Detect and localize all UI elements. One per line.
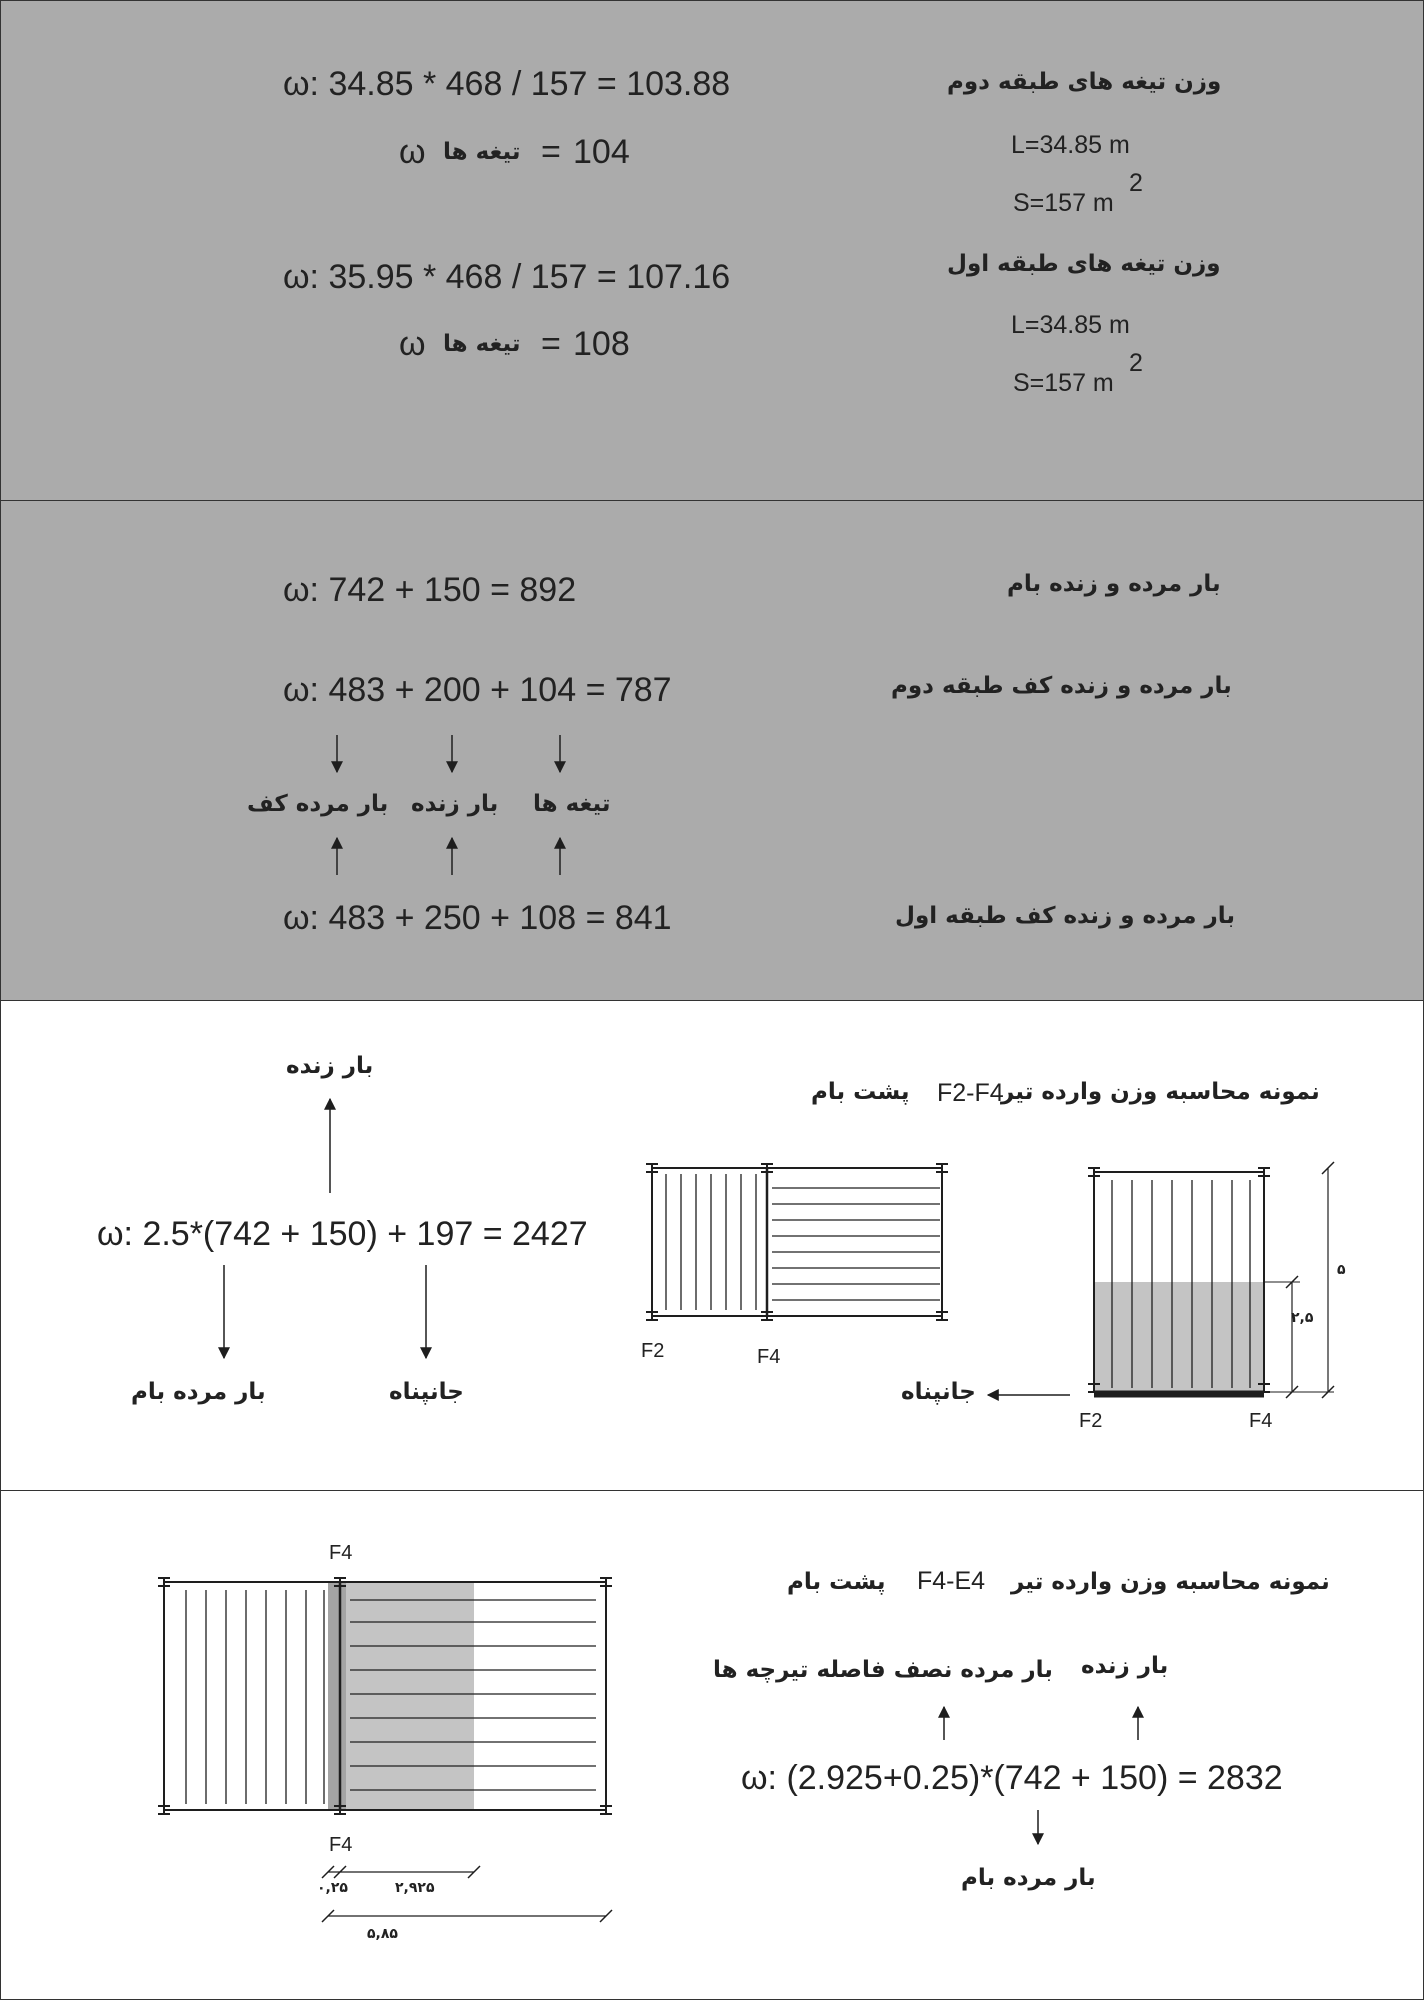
f2f4-floor-plan-b <box>1088 1162 1334 1398</box>
label-live-load: بار زنده <box>411 791 499 817</box>
plan-a-label-f4: F4 <box>757 1346 781 1368</box>
first-floor-partition-title: وزن تیغه های طبقه اول <box>947 251 1221 277</box>
first-floor-omega-symbol: ω <box>399 325 426 363</box>
f4e4-label-f4-bottom: F4 <box>329 1834 353 1856</box>
first-floor-tighe-label: تیغه ها <box>443 331 521 357</box>
first-floor-load-title: بار مرده و زنده کف طبقه اول <box>895 903 1235 929</box>
f2f4-floor-plan-a <box>646 1164 948 1320</box>
f4e4-live-load-label: بار زنده <box>1081 1653 1169 1679</box>
second-floor-load-title: بار مرده و زنده کف طبقه دوم <box>891 673 1232 699</box>
f4e4-floor-plan <box>158 1578 612 1922</box>
parapet-label: جانپناه <box>389 1379 464 1405</box>
roof-load-equation: ω: 742 + 150 = 892 <box>283 571 577 609</box>
dim-5-85: ۵,۸۵ <box>367 1926 398 1942</box>
first-floor-length: L=34.85 m <box>1011 311 1130 339</box>
first-floor-equals: = <box>541 325 561 363</box>
f4e4-dead-half-label: بار مرده نصف فاصله تیرچه ها <box>713 1657 1053 1683</box>
plan-b-label-f4: F4 <box>1249 1410 1273 1432</box>
second-floor-partition-equation: ω: 34.85 * 468 / 157 = 103.88 <box>283 65 731 103</box>
second-floor-omega-symbol: ω <box>399 133 426 171</box>
load-arrows <box>337 735 560 875</box>
live-load-label: بار زنده <box>286 1053 374 1079</box>
beam-f4e4-title-suffix: پشت بام <box>787 1569 886 1595</box>
dim-total-5: ۵ <box>1337 1262 1346 1278</box>
beam-f2f4-title-suffix: پشت بام <box>811 1079 910 1105</box>
beam-f2f4-id: F2-F4 <box>937 1079 1004 1107</box>
plan-a-label-f2: F2 <box>641 1340 665 1362</box>
second-floor-equals: = <box>541 133 561 171</box>
beam-f4e4-equation: ω: (2.925+0.25)*(742 + 150) = 2832 <box>741 1759 1283 1797</box>
label-dead-floor: بار مرده کف <box>247 791 389 817</box>
beam-f4e4-title-prefix: نمونه محاسبه وزن وارده تیر <box>1011 1569 1330 1595</box>
parapet-plan-label: جانپناه <box>901 1379 976 1405</box>
roof-load-title: بار مرده و زنده بام <box>1007 571 1221 597</box>
roof-dead-load-label: بار مرده بام <box>131 1379 266 1405</box>
f2f4-equation-arrows <box>224 1099 1070 1395</box>
second-floor-length: L=34.85 m <box>1011 131 1130 159</box>
first-floor-area-exponent: 2 <box>1129 349 1143 377</box>
second-floor-area: S=157 m <box>1013 189 1114 217</box>
first-floor-partition-equation: ω: 35.95 * 468 / 157 = 107.16 <box>283 258 731 296</box>
beam-f2f4-title-prefix: نمونه محاسبه وزن وارده تیر <box>1001 1079 1320 1105</box>
beam-f4e4-id: F4-E4 <box>917 1567 986 1595</box>
second-floor-area-exponent: 2 <box>1129 169 1143 197</box>
first-floor-partition-result: 108 <box>573 325 630 363</box>
f4e4-label-f4-top: F4 <box>329 1542 353 1564</box>
f4e4-roof-dead-label: بار مرده بام <box>961 1865 1096 1891</box>
label-partitions: تیغه ها <box>533 791 611 817</box>
f4e4-equation-arrows <box>944 1707 1138 1844</box>
second-floor-partition-title: وزن تیغه های طبقه دوم <box>947 69 1222 95</box>
second-floor-load-equation: ω: 483 + 200 + 104 = 787 <box>283 671 672 709</box>
dim-2-925: ۲,۹۲۵ <box>395 1880 435 1896</box>
second-floor-partition-result: 104 <box>573 133 630 171</box>
first-floor-load-equation: ω: 483 + 250 + 108 = 841 <box>283 899 672 937</box>
first-floor-area: S=157 m <box>1013 369 1114 397</box>
beam-f2f4-equation: ω: 2.5*(742 + 150) + 197 = 2427 <box>97 1215 588 1253</box>
plan-b-label-f2: F2 <box>1079 1410 1103 1432</box>
dim-half-2-5: ۲,۵ <box>1291 1310 1314 1326</box>
dim-0-25: ۰,۲۵ <box>317 1880 348 1896</box>
second-floor-tighe-label: تیغه ها <box>443 139 521 165</box>
